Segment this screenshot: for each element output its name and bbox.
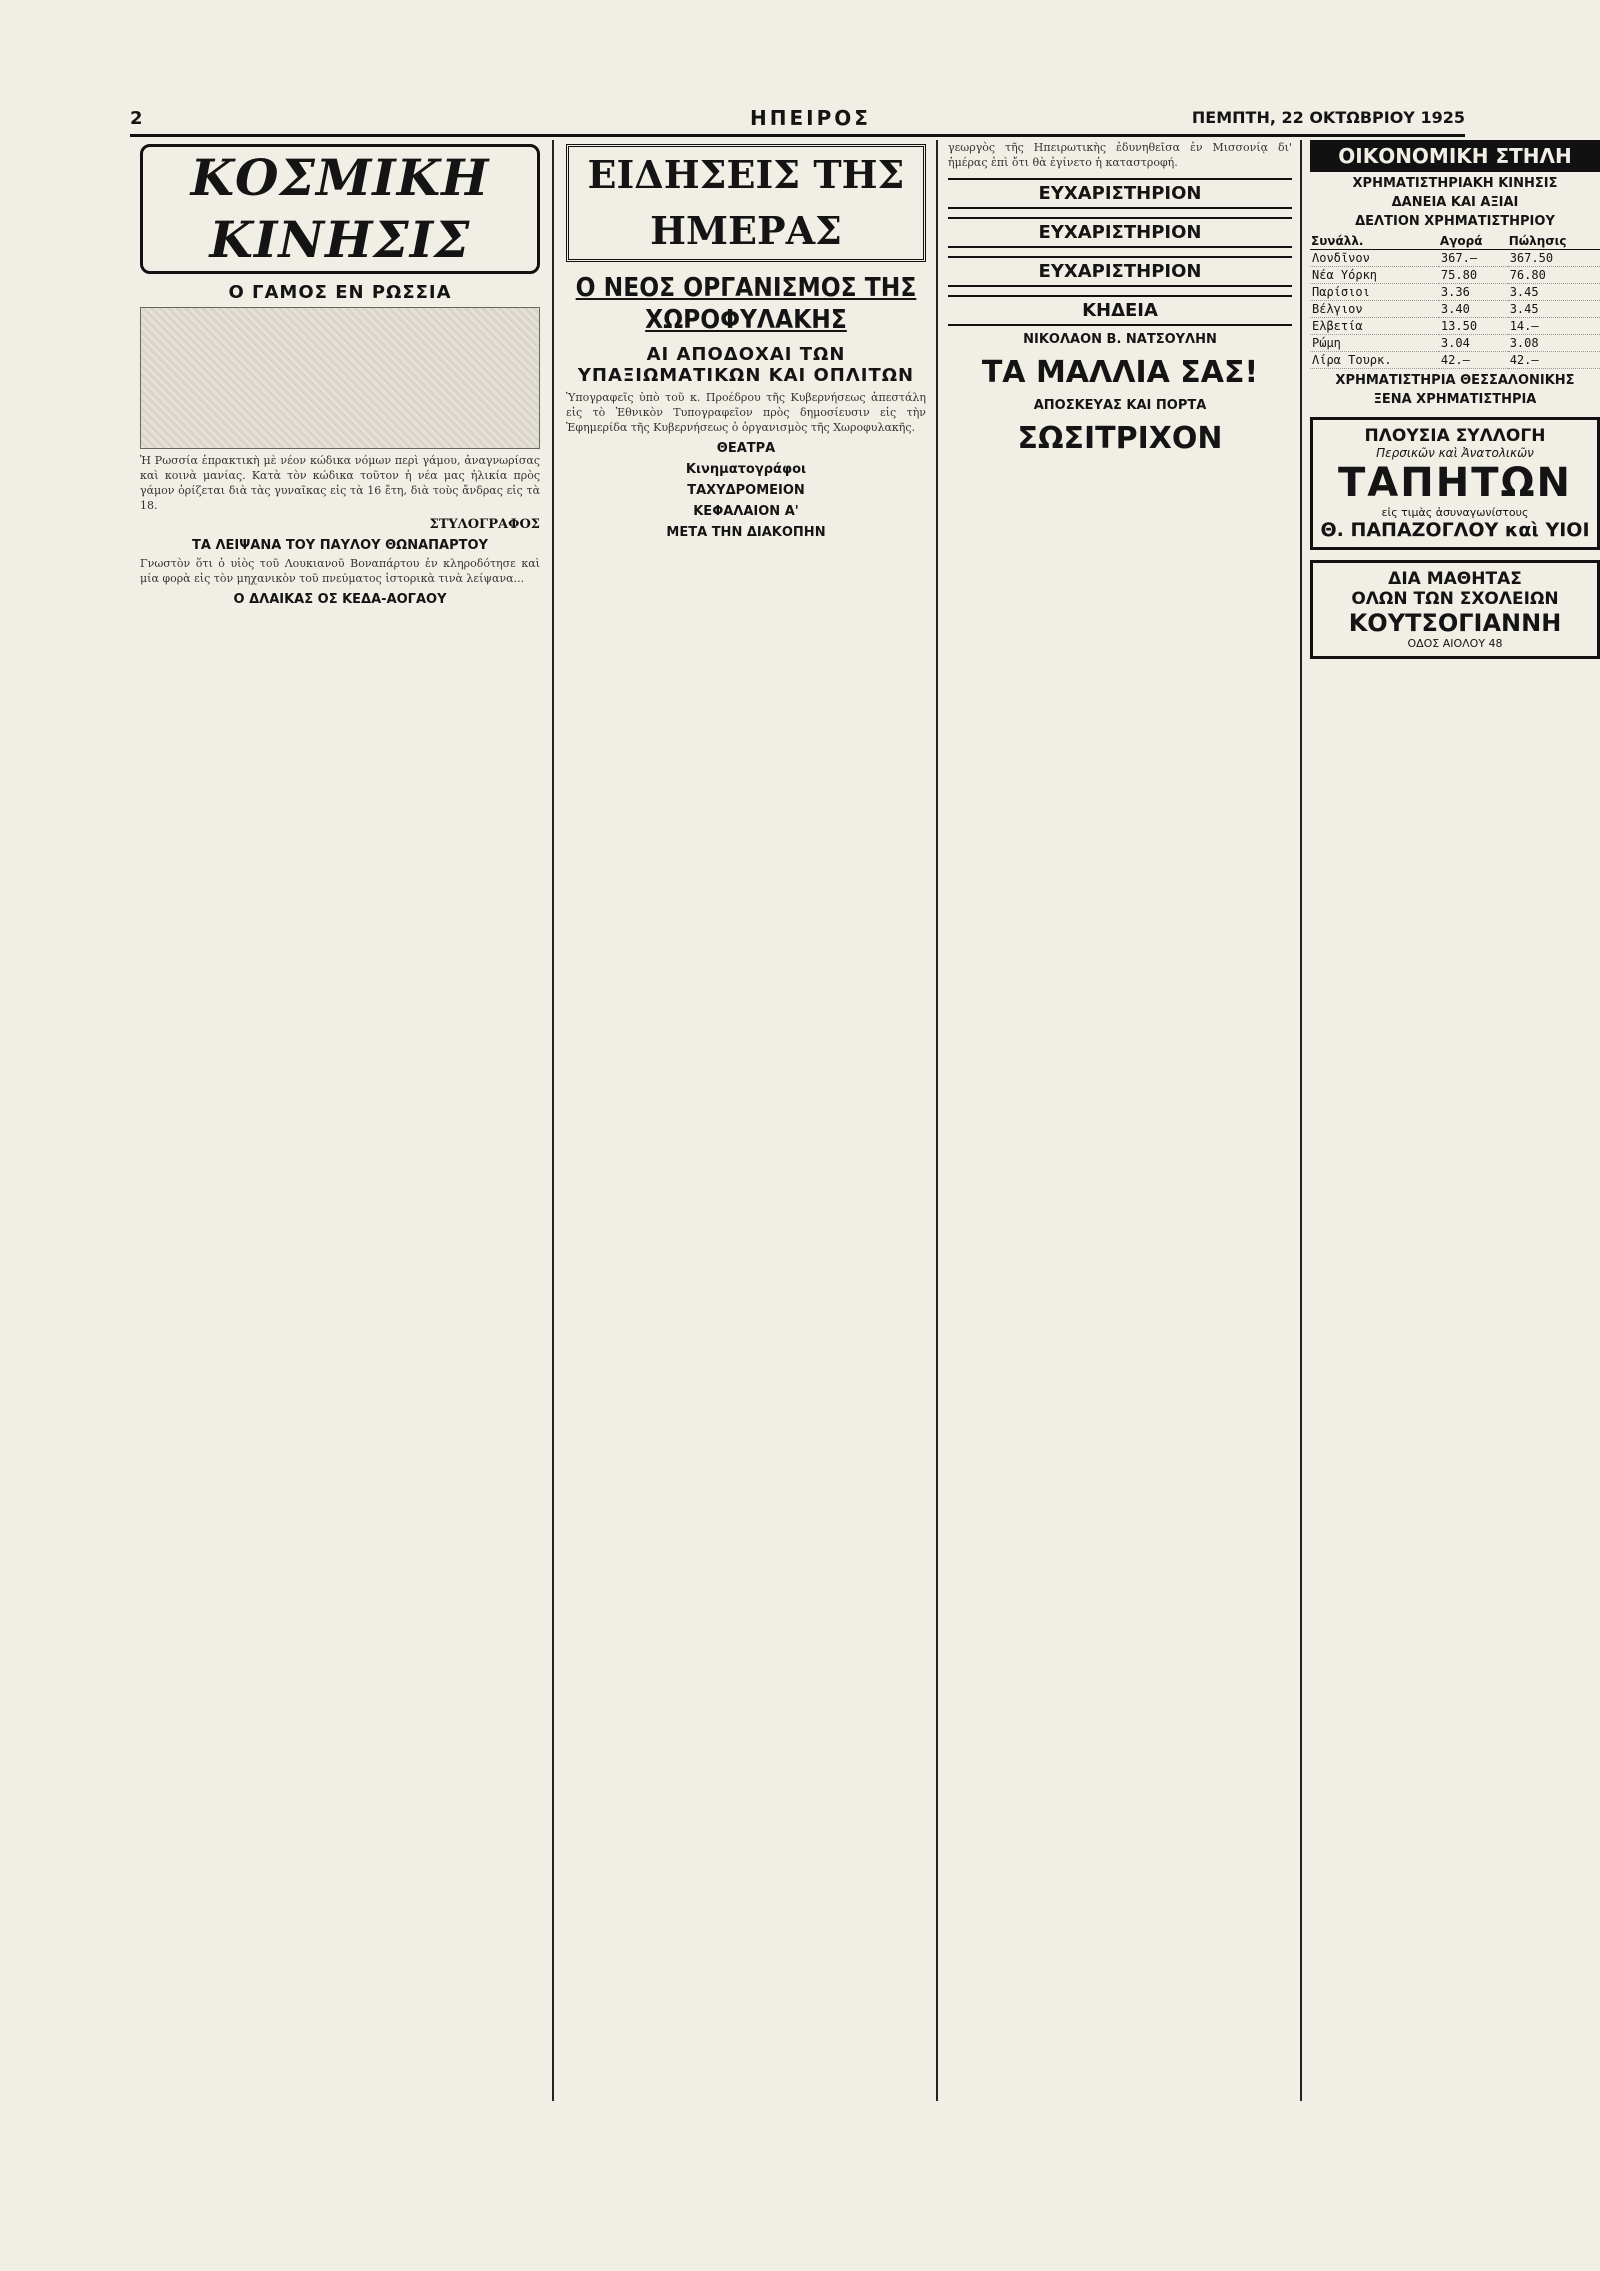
masthead	[130, 108, 1465, 137]
advert-headline: ΣΩΣΙΤΡΙΧΟΝ	[1017, 421, 1223, 456]
advert-line: εἰς τιμὰς ἀσυναγωνίστους	[1381, 506, 1529, 519]
section-heading: ΘΕΑΤΡΑ	[716, 441, 776, 456]
column-rule	[1300, 140, 1302, 2101]
section-heading: ΜΕΤΑ ΤΗΝ ΔΙΑΚΟΠΗΝ	[666, 525, 826, 540]
section-banner: ΕΙΔΗΣΕΙΣ ΤΗΣ ΗΜΕΡΑΣ	[566, 144, 926, 262]
column-social	[140, 140, 540, 2101]
article-body: Γνωστὸν ὅτι ὁ υἱὸς τοῦ Λουκιανοῦ Βοναπάρτου ἐν κληροδότησε καὶ μία φορὰ εἰς τὸν μηχανικὸν τοῦ πνεύματος ἱστορικὰ τινὰ λείψανα...	[140, 557, 540, 585]
advert-line: Θ. ΠΑΠΑΖΟΓΛΟΥ καὶ ΥΙΟΙ	[1320, 519, 1590, 541]
table-cell: Λίρα Τουρκ.	[1310, 352, 1439, 369]
column-economy	[1310, 140, 1600, 2101]
section-heading: ΧΡΗΜΑΤΙΣΤΗΡΙΑΚΗ ΚΙΝΗΣΙΣ	[1352, 176, 1558, 191]
newspaper-title: ΗΠΕΙΡΟΣ	[750, 106, 871, 130]
article-body: γεωργὸς τῆς Ηπειρωτικὴς ἐδυνηθεῖσα ἐν Μισσονίᾳ δι' ἡμέρας ἐπὶ ὄτι θὰ ἐγίνετο ἡ καταστροφή.	[948, 141, 1292, 169]
table-row	[1310, 250, 1600, 267]
table-cell: 3.04	[1439, 335, 1508, 352]
table-row	[1310, 284, 1600, 301]
table-cell: 3.45	[1508, 284, 1600, 301]
advert-line: ΠΛΟΥΣΙΑ ΣΥΛΛΟΓΗ	[1364, 426, 1546, 446]
advert-line: ΟΔΟΣ ΑΙΟΛΟΥ 48	[1407, 637, 1503, 650]
article-headline: Ο ΓΑΜΟΣ ΕΝ ΡΩΣΣΙΑ	[228, 282, 452, 303]
article-body: Ἡ Ρωσσία ἐπρακτικὴ μὲ νέον κώδικα νόμων περὶ γάμου, ἀναγνωρίσας καὶ κοινὰ μανίας. Κατὰ τὸν κώδικα τοῦτον ἡ νέα μας ἡλικία πρὸς γάμον ὁρίζεται διὰ τὰς γυναῖκας εἰς τὰ 16 ἔτη, διὰ τοὺς ἄνδρας εἰς τὰ 18.	[140, 454, 540, 512]
notice-heading: ΕΥΧΑΡΙΣΤΗΡΙΟΝ	[948, 217, 1292, 248]
advert-line: ΤΑΠΗΤΩΝ	[1338, 460, 1572, 506]
carpet-advert	[1310, 417, 1600, 550]
article-headline: ΤΑ ΛΕΙΨΑΝΑ ΤΟΥ ΠΑΥΛΟΥ ΘΩΝΑΠΑΡΤΟΥ	[192, 538, 488, 553]
page-number: 2	[130, 108, 143, 129]
section-heading: ΔΕΛΤΙΟΝ ΧΡΗΜΑΤΙΣΤΗΡΙΟΥ	[1355, 214, 1555, 229]
advert-headline: ΤΑ ΜΑΛΛΙΑ ΣΑΣ!	[981, 355, 1259, 390]
table-cell: 3.36	[1439, 284, 1508, 301]
notice-heading: ΕΥΧΑΡΙΣΤΗΡΙΟΝ	[948, 256, 1292, 287]
table-cell: Παρίσιοι	[1310, 284, 1439, 301]
table-header-row	[1310, 233, 1600, 250]
table-row	[1310, 335, 1600, 352]
illustration-image	[140, 307, 540, 449]
table-cell: 3.45	[1508, 301, 1600, 318]
table-cell: Βέλγιον	[1310, 301, 1439, 318]
table-row	[1310, 301, 1600, 318]
article-body: Ὑπογραφεῖς ὑπὸ τοῦ κ. Προέδρου τῆς Κυβερνήσεως ἀπεστάλη εἰς τὸ Ἐθνικὸν Τυπογραφεῖον πρὸς δημοσίευσιν εἰς τὴν Ἐφημερίδα τῆς Κυβερνήσεως ὁ ὀργανισμὸς τῆς Χωροφυλακῆς.	[566, 391, 926, 434]
section-banner: ΟΙΚΟΝΟΜΙΚΗ ΣΤΗΛΗ	[1310, 140, 1600, 172]
student-advert	[1310, 560, 1600, 659]
table-cell: Ελβετία	[1310, 318, 1439, 335]
column-rule	[552, 140, 554, 2101]
section-heading: ΔΑΝΕΙΑ ΚΑΙ ΑΞΙΑΙ	[1391, 195, 1519, 210]
table-cell: 367.50	[1508, 250, 1600, 267]
section-heading: ΚΕΦΑΛΑΙΟΝ Α'	[693, 504, 799, 519]
table-row	[1310, 318, 1600, 335]
exchange-rates-table	[1310, 233, 1600, 369]
table-cell: 42.—	[1508, 352, 1600, 369]
section-banner: ΚΟΣΜΙΚΗ ΚΙΝΗΣΙΣ	[140, 144, 540, 274]
column-rule	[936, 140, 938, 2101]
section-heading: Κινηματογράφοι	[685, 462, 807, 477]
article-subheadline: ΑΙ ΑΠΟΔΟΧΑΙ ΤΩΝ ΥΠΑΞΙΩΜΑΤΙΚΩΝ ΚΑΙ ΟΠΛΙΤΩΝ	[577, 344, 915, 386]
notice-body: ΝΙΚΟΛΑΟΝ Β. ΝΑΤΣΟΥΛΗΝ	[1023, 332, 1217, 347]
article-headline: Ο ΔΛΑΙΚΑΣ ΟΣ ΚΕΔΑ-ΑΟΓΑΟΥ	[233, 592, 447, 607]
table-header: Αγορά	[1439, 233, 1508, 250]
table-cell: 3.08	[1508, 335, 1600, 352]
table-cell: 75.80	[1439, 267, 1508, 284]
issue-date: ΠΕΜΠΤΗ, 22 ΟΚΤΩΒΡΙΟΥ 1925	[1191, 108, 1465, 127]
article-headline: Ο ΝΕΟΣ ΟΡΓΑΝΙΣΜΟΣ ΤΗΣ ΧΩΡΟΦΥΛΑΚΗΣ	[575, 273, 917, 335]
section-heading: ΞΕΝΑ ΧΡΗΜΑΤΙΣΤΗΡΙΑ	[1373, 392, 1537, 407]
advert-line: Περσικῶν καὶ Ἀνατολικῶν	[1376, 446, 1534, 460]
notice-heading: ΚΗΔΕΙΑ	[948, 295, 1292, 326]
table-cell: Λονδῖνον	[1310, 250, 1439, 267]
column-notices	[948, 140, 1292, 2101]
section-heading: ΤΑΧΥΔΡΟΜΕΙΟΝ	[687, 483, 805, 498]
advert-line: ΚΟΥΤΣΟΓΙΑΝΝΗ	[1348, 609, 1562, 637]
table-header: Συνάλλ.	[1310, 233, 1439, 250]
table-cell: 3.40	[1439, 301, 1508, 318]
byline: ΣΤΥΛΟΓΡΑΦΟΣ	[429, 517, 540, 532]
table-cell: 14.—	[1508, 318, 1600, 335]
table-header: Πώλησις	[1508, 233, 1600, 250]
table-cell: 13.50	[1439, 318, 1508, 335]
table-cell: 367.—	[1439, 250, 1508, 267]
column-news	[566, 140, 926, 2101]
table-row	[1310, 352, 1600, 369]
advert-line: ΔΙΑ ΜΑΘΗΤΑΣ	[1388, 569, 1522, 589]
section-heading: ΑΠΟΣΚΕΥΑΣ ΚΑΙ ΠΟΡΤΑ	[1033, 398, 1207, 413]
section-heading: ΧΡΗΜΑΤΙΣΤΗΡΙΑ ΘΕΣΣΑΛΟΝΙΚΗΣ	[1335, 373, 1575, 388]
table-cell: 76.80	[1508, 267, 1600, 284]
advert-line: ΟΛΩΝ ΤΩΝ ΣΧΟΛΕΙΩΝ	[1351, 589, 1559, 609]
table-cell: Νέα Υόρκη	[1310, 267, 1439, 284]
table-row	[1310, 267, 1600, 284]
table-cell: Ρώμη	[1310, 335, 1439, 352]
notice-heading: ΕΥΧΑΡΙΣΤΗΡΙΟΝ	[948, 178, 1292, 209]
table-cell: 42.—	[1439, 352, 1508, 369]
